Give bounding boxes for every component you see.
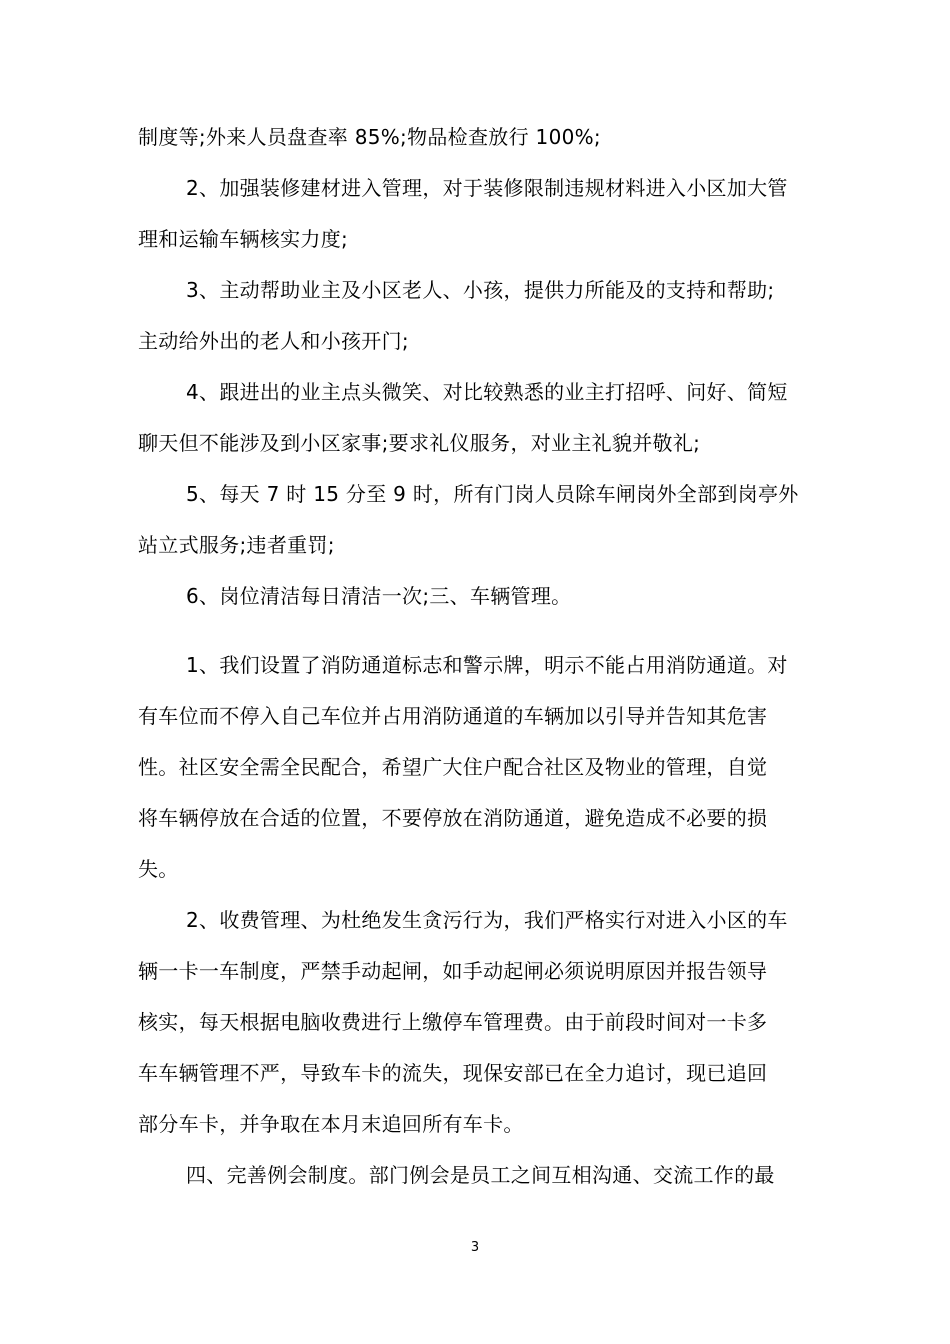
- text-line: 2、加强装修建材进入管理，对于装修限制违规材料进入小区加大管: [186, 176, 788, 200]
- text-line: 性。社区安全需全民配合，希望广大住户配合社区及物业的管理，自觉: [138, 755, 768, 779]
- text-line: 车车辆管理不严，导致车卡的流失，现保安部已在全力追讨，现已追回: [138, 1061, 768, 1085]
- text-line: 辆一卡一车制度，严禁手动起闸，如手动起闸必须说明原因并报告领导: [138, 959, 768, 983]
- text-line: 核实，每天根据电脑收费进行上缴停车管理费。由于前段时间对一卡多: [138, 1010, 768, 1034]
- text-line: 失。: [138, 857, 179, 881]
- text-line: 有车位而不停入自己车位并占用消防通道的车辆加以引导并告知其危害: [138, 704, 768, 728]
- text-line: 4、跟进出的业主点头微笑、对比较熟悉的业主打招呼、问好、简短: [186, 380, 788, 404]
- text-line: 理和运输车辆核实力度;: [138, 227, 349, 251]
- text-line: 1、我们设置了消防通道标志和警示牌，明示不能占用消防通道。对: [186, 653, 788, 677]
- page-number: 3: [470, 1240, 480, 1255]
- text-line: 2、收费管理、为杜绝发生贪污行为，我们严格实行对进入小区的车: [186, 908, 788, 932]
- text-line: 将车辆停放在合适的位置，不要停放在消防通道，避免造成不必要的损: [138, 806, 768, 830]
- text-line: 6、岗位清洁每日清洁一次;三、车辆管理。: [186, 584, 572, 608]
- text-line: 站立式服务;违者重罚;: [138, 533, 335, 557]
- text-line: 3、主动帮助业主及小区老人、小孩，提供力所能及的支持和帮助;: [186, 278, 775, 302]
- text-line: 部分车卡，并争取在本月末追回所有车卡。: [138, 1112, 524, 1136]
- text-line: 聊天但不能涉及到小区家事;要求礼仪服务，对业主礼貌并敬礼;: [138, 431, 701, 455]
- text-line: 制度等;外来人员盘查率 85%;物品检查放行 100%;: [138, 125, 601, 149]
- text-line: 四、完善例会制度。部门例会是员工之间互相沟通、交流工作的最: [186, 1163, 775, 1187]
- text-line: 5、每天 7 时 15 分至 9 时，所有门岗人员除车闸岗外全部到岗亭外: [186, 482, 799, 506]
- text-line: 主动给外出的老人和小孩开门;: [138, 329, 409, 353]
